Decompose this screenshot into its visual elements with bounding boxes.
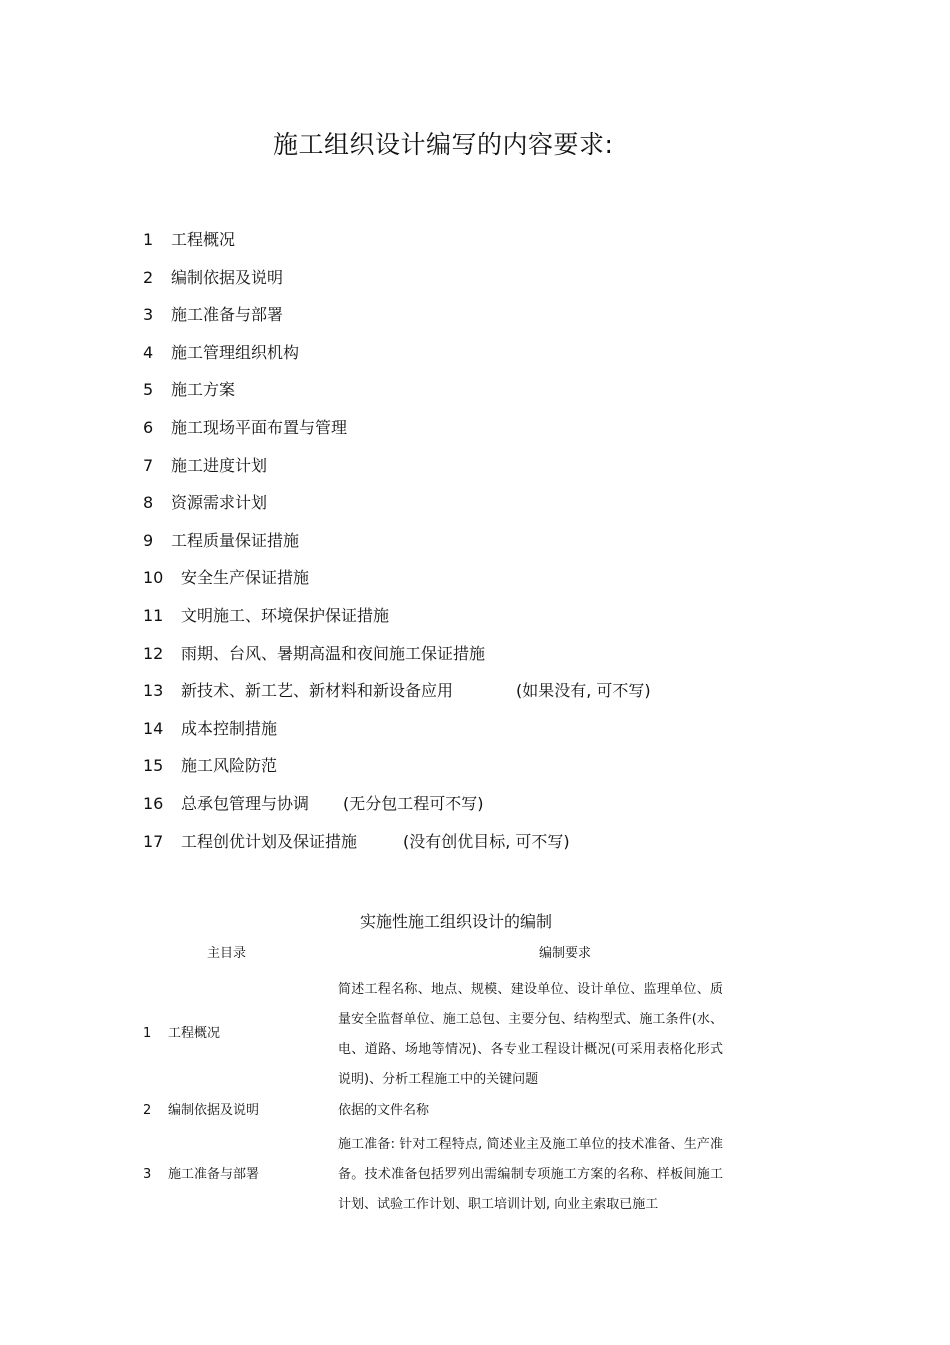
item-text: 资源需求计划 <box>171 493 268 513</box>
item-number: 12 <box>143 643 164 663</box>
table-row-label <box>143 1023 220 1045</box>
list-item <box>143 489 485 527</box>
item-text: 施工进度计划 <box>171 455 268 475</box>
list-item <box>143 226 485 264</box>
table-row-description: 依据的文件名称 <box>338 1103 430 1118</box>
item-number: 6 <box>143 417 154 437</box>
list-item <box>143 752 485 790</box>
list-item <box>143 452 485 490</box>
row-number: 1 <box>143 1026 152 1041</box>
item-text: 施工风险防范 <box>181 756 278 776</box>
item-text: 施工方案 <box>171 380 236 400</box>
row-title: 施工准备与部署 <box>168 1167 260 1182</box>
list-item <box>143 376 485 414</box>
item-number: 4 <box>143 342 154 362</box>
item-number: 17 <box>143 831 164 851</box>
item-text: 施工准备与部署 <box>171 305 284 325</box>
row-number: 2 <box>143 1103 152 1118</box>
item-text: 施工管理组织机构 <box>171 342 300 362</box>
column-header-requirements: 编制要求 <box>539 946 592 961</box>
table-row-label <box>143 1100 259 1122</box>
item-number: 8 <box>143 493 154 513</box>
item-number: 7 <box>143 455 154 475</box>
list-item <box>143 264 485 302</box>
item-text: 雨期、台风、暑期高温和夜间施工保证措施 <box>181 643 486 663</box>
list-item <box>143 640 485 678</box>
column-header-main-toc: 主目录 <box>207 946 247 961</box>
item-number: 2 <box>143 267 154 287</box>
item-note: (如果没有, 可不写) <box>516 681 651 701</box>
list-item <box>143 527 485 565</box>
row-title: 编制依据及说明 <box>168 1103 260 1118</box>
item-number: 9 <box>143 530 154 550</box>
list-item <box>143 828 570 866</box>
row-number: 3 <box>143 1167 152 1182</box>
item-note: (没有创优目标, 可不写) <box>403 831 570 851</box>
item-text: 工程质量保证措施 <box>171 530 300 550</box>
item-number: 1 <box>143 230 154 249</box>
item-text: 文明施工、环境保护保证措施 <box>181 605 390 625</box>
item-number: 11 <box>143 605 164 625</box>
section-title: 实施性施工组织设计的编制 <box>360 912 553 931</box>
list-item <box>143 715 485 753</box>
item-number: 10 <box>143 568 164 588</box>
list-item <box>143 301 485 339</box>
item-note: (无分包工程可不写) <box>343 793 484 813</box>
item-text: 施工现场平面布置与管理 <box>171 417 348 437</box>
list-item <box>143 339 485 377</box>
table-row-label <box>143 1164 259 1186</box>
item-number: 15 <box>143 756 164 776</box>
list-item <box>143 564 485 602</box>
list-item <box>143 602 485 640</box>
table-row-description: 施工准备: 针对工程特点, 简述业主及施工单位的技术准备、生产准备。技术准备包括罗列出需编制专项施工方案的名称、样板间施工计划、试验工作计划、职工培训计划, 向业主索取已施工 <box>338 1137 723 1212</box>
item-number: 3 <box>143 305 154 325</box>
table-row-description: 简述工程名称、地点、规模、建设单位、设计单位、监理单位、质量安全监督单位、施工总包、主要分包、结构型式、施工条件(水、电、道路、场地等情况)、各专业工程设计概况(可采用表格化形式说明)、分析工程施工中的关键问题 <box>338 982 723 1087</box>
item-number: 5 <box>143 380 154 400</box>
item-text: 新技术、新工艺、新材料和新设备应用 <box>181 681 454 701</box>
item-text: 成本控制措施 <box>181 718 278 738</box>
row-title: 工程概况 <box>168 1026 221 1041</box>
list-item <box>143 677 651 715</box>
item-text: 工程概况 <box>171 230 236 249</box>
list-item <box>143 414 485 452</box>
item-text: 编制依据及说明 <box>171 267 284 287</box>
item-number: 14 <box>143 718 164 738</box>
item-text: 总承包管理与协调 <box>181 793 310 813</box>
item-number: 16 <box>143 793 164 813</box>
page-title: 施工组织设计编写的内容要求: <box>273 130 614 159</box>
list-item <box>143 790 485 828</box>
item-text: 安全生产保证措施 <box>181 568 310 588</box>
toc-list <box>143 226 651 865</box>
item-text: 工程创优计划及保证措施 <box>181 831 358 851</box>
item-number: 13 <box>143 681 164 701</box>
